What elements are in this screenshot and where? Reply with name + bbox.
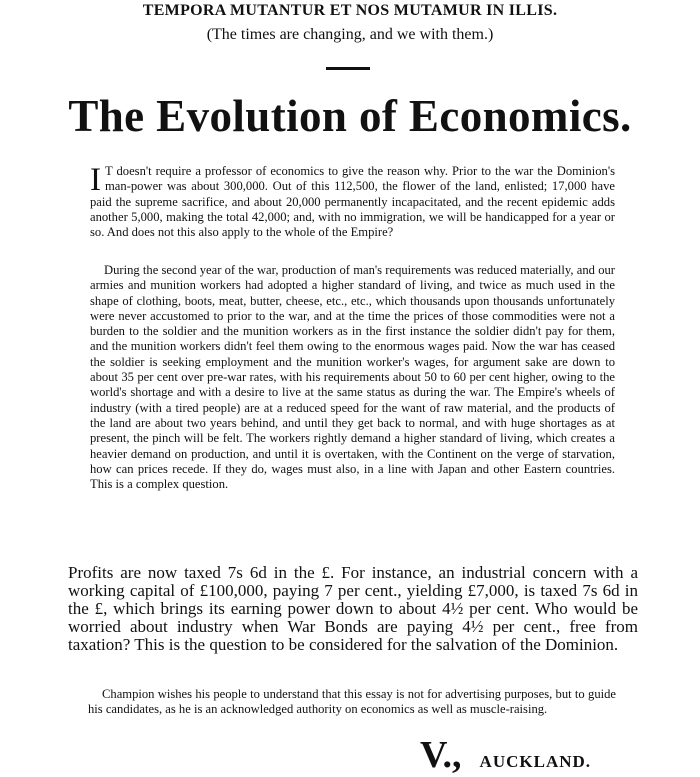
motto-translation: (The times are changing, and we with them.) <box>206 26 494 43</box>
divider-rule <box>326 67 370 70</box>
motto: TEMPORA MUTANTUR ET NOS MUTAMUR IN ILLIS. <box>142 2 558 19</box>
paragraph-war-production: During the second year of the war, production of man's requirements was reduced materially, and our armies and munition workers had adopted a higher standard of living, and twice as much used in the shape of clothing, boots, meat, butter, cheese, etc., etc., which thousands upon thousands unfortunately were never accustomed to prior to the war, and at the time the prices of those commodities were not a burden to the soldier and the munition workers as in the first instance the soldier didn't pay for them, and the munition workers didn't feel them owing to the enormous wages paid. Now the war has ceased the soldier is seeking employment and the munition worker's wages, for argument sake are down to about 35 per cent over pre-war rates, with his requirements about 50 to 60 per cent higher, owing to the world's shortage and with a desire to live at the same status as during the war. The Empire's wheels of industry (with a tired people) are at a reduced speed for the want of raw material, and the products of the land are about two years behind, and until they get back to normal, and with huge shortages as at present, the pinch will be felt. The workers rightly demand a higher standard of living, which creates a heavier demand on production, and until it is overtaken, with the Continent on the verge of starvation, how can prices recede. If they do, wages must also, in a line with Japan and other Eastern countries. This is a complex question. <box>90 263 615 492</box>
signature-place: AUCKLAND. <box>479 752 592 771</box>
paragraph-intro-text: T doesn't require a professor of economics to give the reason why. Prior to the war the Dominion's man-power was about 300,000. Out of this 112,500, the flower of the land, enlisted; 17,000 have paid the supreme sacrifice, and about 20,000 permanently incapacitated, and the recent epidemic adds another 5,000, making the total 42,000; and, with no immigration, we will be handicapped for a year or so. And does not this also apply to the whole of the Empire? <box>90 164 615 240</box>
article-headline: The Evolution of Economics. <box>68 91 632 141</box>
paragraph-closing: Champion wishes his people to understand that this essay is not for advertising purposes, but to guide his candidates, as he is an acknowledged authority on economics as well as muscle-raising. <box>88 687 616 717</box>
signature-initial: V., <box>420 734 462 776</box>
drop-cap: I <box>90 162 101 198</box>
signature <box>420 733 591 777</box>
paragraph-taxation: Profits are now taxed 7s 6d in the £. For instance, an industrial concern with a working capital of £100,000, paying 7 per cent., yielding £7,000, is taxed 7s 6d in the £, which brings its earning power down to about 4½ per cent. Who would be worried about industry when War Bonds are paying 4½ per cent., free from taxation? This is the question to be considered for the salvation of the Dominion. <box>68 563 638 654</box>
paragraph-intro <box>90 164 615 240</box>
